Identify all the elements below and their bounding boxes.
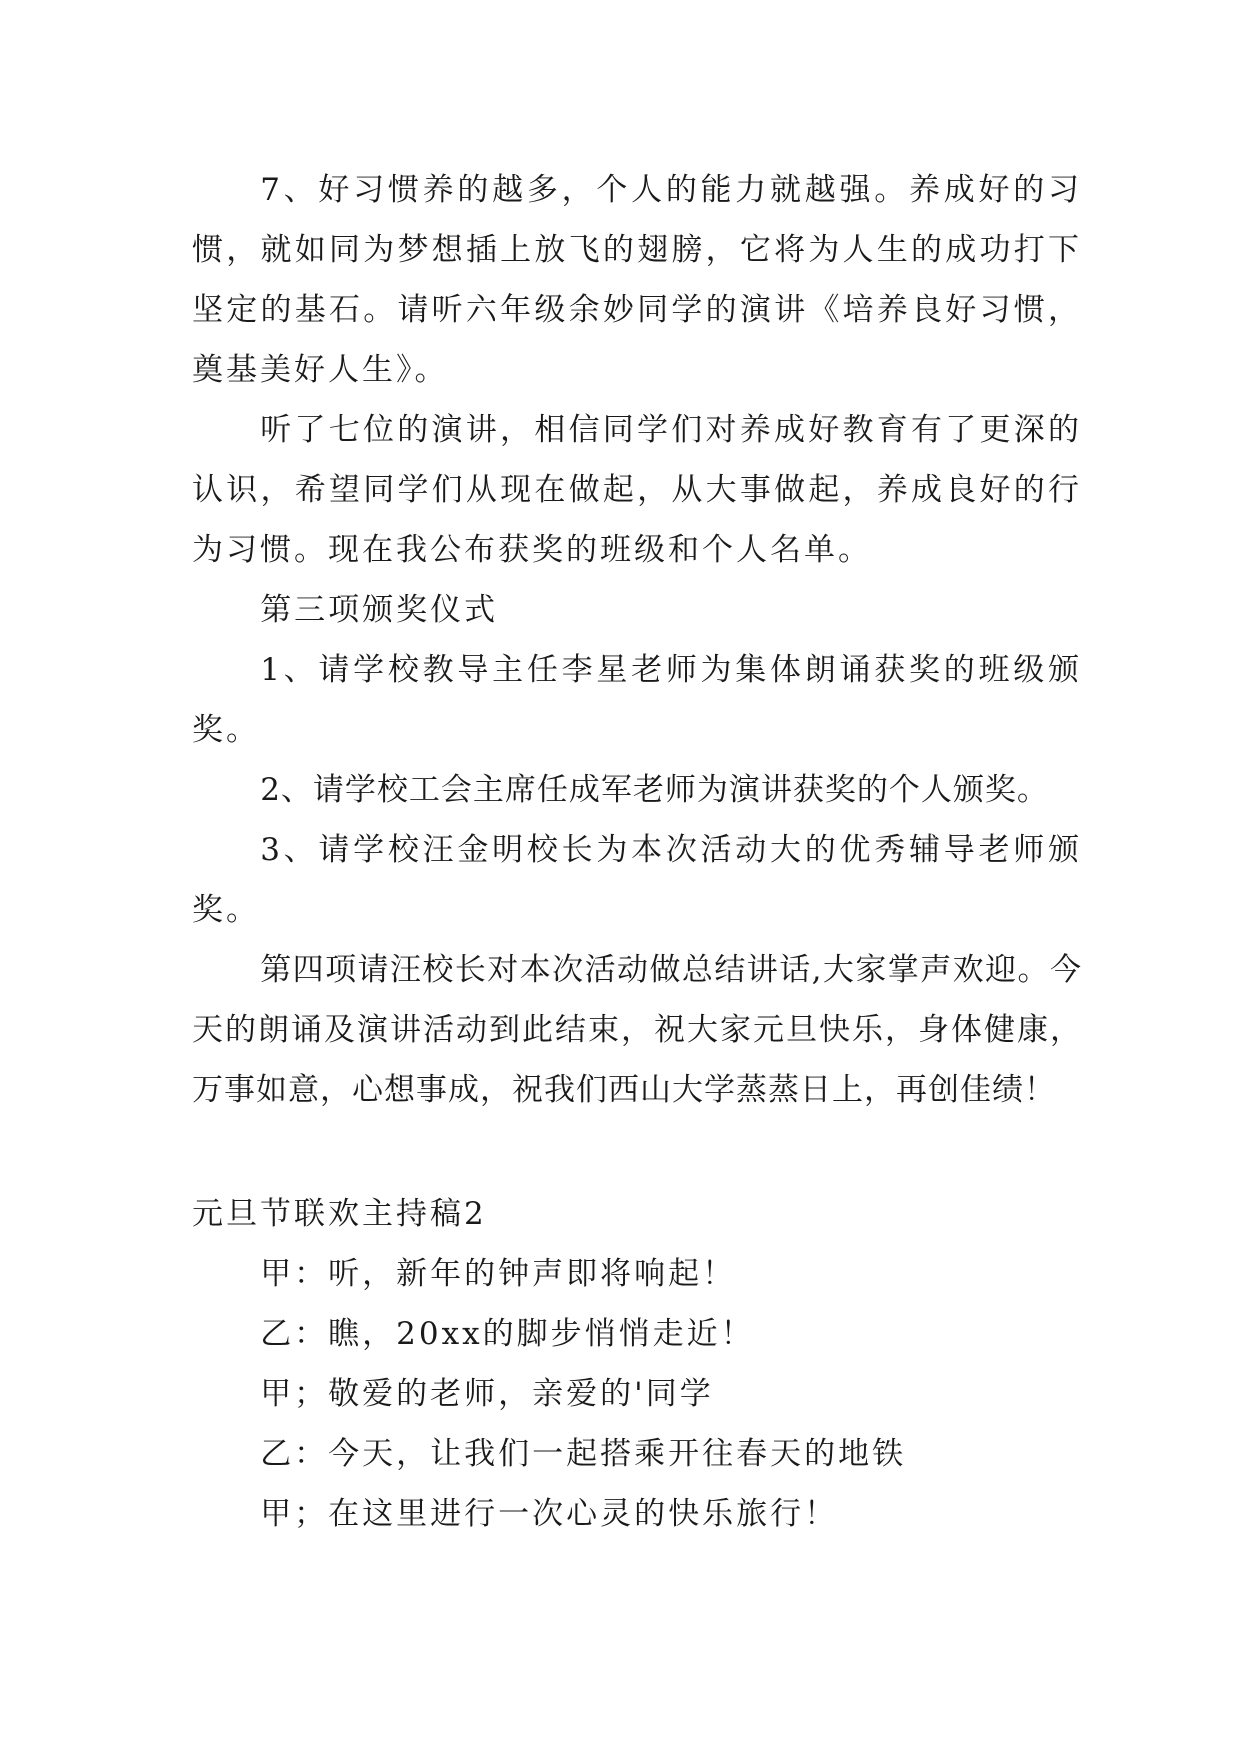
paragraph-after-speeches: 听了七位的演讲，相信同学们对养成好教育有了更深的认识，希望同学们从现在做起，从大事做起，养成良好的行为习惯。现在我公布获奖的班级和个人名单。 (192, 412, 1082, 568)
section-spacer (192, 1120, 1082, 1184)
section-title: 元旦节联欢主持稿2 (192, 1196, 487, 1232)
paragraph-award-ceremony-title: 第三项颁奖仪式 (260, 592, 499, 628)
paragraph-award-1: 1、请学校教导主任李星老师为集体朗诵获奖的班级颁奖。 (192, 652, 1082, 748)
dialogue-line: 甲；在这里进行一次心灵的快乐旅行！ (260, 1496, 839, 1532)
dialogue-line: 甲；敬爱的老师，亲爱的'同学 (260, 1376, 714, 1412)
paragraph-habit-speech: 7、好习惯养的越多，个人的能力就越强。养成好的习惯，就如同为梦想插上放飞的翅膀，它将为人生的成功打下坚定的基石。请听六年级余妙同学的演讲《培养良好习惯，奠基美好人生》。 (192, 172, 1082, 388)
paragraph-award-2: 2、请学校工会主席任成军老师为演讲获奖的个人颁奖。 (260, 772, 1049, 808)
dialogue-line: 乙：瞧，20xx的脚步悄悄走近！ (260, 1316, 755, 1352)
document-body (192, 160, 1082, 1544)
dialogue-line: 乙：今天，让我们一起搭乘开往春天的地铁 (260, 1436, 907, 1472)
paragraph-closing: 第四项请汪校长对本次活动做总结讲话,大家掌声欢迎。今天的朗诵及演讲活动到此结束，祝大家元旦快乐，身体健康，万事如意，心想事成，祝我们西山大学蒸蒸日上，再创佳绩！ (192, 952, 1082, 1108)
paragraph-award-3: 3、请学校汪金明校长为本次活动大的优秀辅导老师颁奖。 (192, 832, 1082, 928)
dialogue-line: 甲：听，新年的钟声即将响起！ (260, 1256, 737, 1292)
